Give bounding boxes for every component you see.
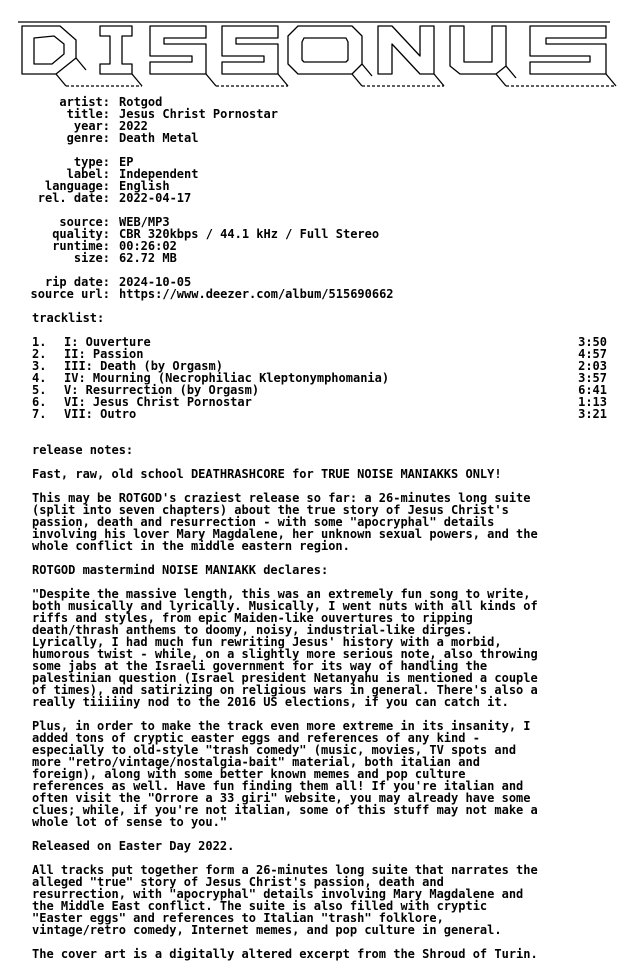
- track-number: 6.: [32, 395, 47, 409]
- notes-line: Released on Easter Day 2022.: [32, 839, 235, 853]
- notes-line: palestinian question (Israel president Netanyahu is mentioned a couple: [32, 671, 538, 685]
- notes-line: Fast, raw, old school DEATHRASHCORE for TRUE NOISE MANIAKKS ONLY!: [32, 467, 502, 481]
- notes-line: riffs and styles, from epic Maiden-like ouvertures to ripping: [32, 611, 473, 625]
- track-title: VI: Jesus Christ Pornostar: [64, 395, 252, 409]
- notes-line: (split into seven chapters) about the true story of Jesus Christ's: [32, 503, 509, 517]
- svg-text:DISSONUS: DISSONUS: [313, 88, 319, 89]
- notes-line: of times), and satirizing on religious wars in general. There's also a: [32, 683, 538, 697]
- release-notes-heading: release notes:: [32, 443, 134, 457]
- track-title: II: Passion: [64, 347, 144, 361]
- notes-line: more "retro/vintage/nostalgia-bait" material, both italian and: [32, 755, 480, 769]
- track-number: 2.: [32, 347, 47, 361]
- notes-line: whole lot of sense to you.": [32, 815, 228, 829]
- meta-key: size:: [73, 251, 110, 265]
- notes-line: All tracks put together form a 26-minutes long suite that narrates the: [32, 863, 538, 877]
- notes-line: alleged "true" story of Jesus Christ's passion, death and: [32, 875, 444, 889]
- notes-line: references as well. Have fun finding them all! If you're italian and: [32, 779, 524, 793]
- meta-key: rip date:: [44, 275, 110, 289]
- notes-line: passion, death and resurrection - with some "apocryphal" details: [32, 515, 495, 529]
- notes-line: the Middle East conflict. The suite is also filled with cryptic: [32, 899, 488, 913]
- notes-line: Plus, in order to make the track even more extreme in its insanity, I: [32, 719, 531, 733]
- notes-line: some jabs at the Israeli government for its way of handling the: [32, 659, 488, 673]
- meta-value: 2024-10-05: [119, 275, 192, 289]
- notes-line: whole conflict in the middle eastern region.: [32, 539, 350, 553]
- meta-key: label:: [66, 167, 110, 181]
- track-duration: 4:57: [578, 347, 607, 361]
- track-number: 7.: [32, 407, 47, 421]
- meta-key: title:: [66, 107, 110, 121]
- meta-value: Death Metal: [119, 131, 199, 145]
- track-title: V: Resurrection (by Orgasm): [64, 383, 260, 397]
- track-title: III: Death (by Orgasm): [64, 359, 223, 373]
- track-duration: 1:13: [578, 395, 607, 409]
- meta-value: WEB/MP3: [119, 215, 170, 229]
- notes-line: death/thrash anthems to doomy, noisy, industrial-like dirges.: [32, 623, 473, 637]
- notes-line: Lyrically, I had much fun rewriting Jesus' history with a morbid,: [32, 635, 502, 649]
- meta-value: EP: [119, 155, 134, 169]
- meta-value: Rotgod: [119, 95, 163, 109]
- track-number: 1.: [32, 335, 47, 349]
- meta-key: genre:: [66, 131, 110, 145]
- meta-value: 2022-04-17: [119, 191, 192, 205]
- track-duration: 3:57: [578, 371, 607, 385]
- notes-line: vintage/retro comedy, Internet memes, and pop culture in general.: [32, 923, 502, 937]
- tracklist-heading: tracklist:: [32, 311, 105, 325]
- meta-value: https://www.deezer.com/album/515690662: [119, 287, 394, 301]
- meta-key: artist:: [59, 95, 110, 109]
- notes-line: clues; while, if you're not italian, some of this stuff may not make a: [32, 803, 538, 817]
- notes-line: really tiiiiiny nod to the 2016 US elections, if you can catch it.: [32, 695, 509, 709]
- track-title: VII: Outro: [64, 407, 137, 421]
- meta-key: source:: [59, 215, 110, 229]
- notes-line: resurrection, with "apocryphal" details involving Mary Magdalene and: [32, 887, 524, 901]
- notes-line: involving his lover Mary Magdalene, her unknown sexual powers, and the: [32, 527, 538, 541]
- track-duration: 2:03: [578, 359, 607, 373]
- meta-key: year:: [73, 119, 110, 133]
- meta-key: rel. date:: [37, 191, 110, 205]
- meta-key: language:: [44, 179, 110, 193]
- ascii-banner-logo: [0, 8, 632, 90]
- track-title: IV: Mourning (Necrophiliac Kleptonymphomania): [64, 371, 390, 385]
- track-number: 5.: [32, 383, 47, 397]
- notes-line: foreign), along with some better known memes and pop culture: [32, 767, 466, 781]
- meta-key: source url:: [30, 287, 110, 301]
- meta-value: Jesus Christ Pornostar: [119, 107, 278, 121]
- track-title: I: Ouverture: [64, 335, 151, 349]
- meta-key: runtime:: [52, 239, 110, 253]
- meta-value: English: [119, 179, 170, 193]
- track-number: 3.: [32, 359, 47, 373]
- notes-line: added tons of cryptic easter eggs and references of any kind -: [32, 731, 480, 745]
- notes-line: "Despite the massive length, this was an extremely fun song to write,: [32, 587, 531, 601]
- meta-value: 2022: [119, 119, 148, 133]
- notes-line: ROTGOD mastermind NOISE MANIAKK declares:: [32, 563, 329, 577]
- meta-value: 00:26:02: [119, 239, 177, 253]
- notes-line: This may be ROTGOD's craziest release so far: a 26-minutes long suite: [32, 491, 531, 505]
- track-number: 4.: [32, 371, 47, 385]
- track-duration: 6:41: [578, 383, 607, 397]
- meta-value: CBR 320kbps / 44.1 kHz / Full Stereo: [119, 227, 380, 241]
- notes-line: often visit the "Orrore a 33 giri" website, you may already have some: [32, 791, 531, 805]
- meta-value: Independent: [119, 167, 199, 181]
- notes-line: especially to old-style "trash comedy" (music, movies, TV spots and: [32, 743, 517, 757]
- notes-line: both musically and lyrically. Musically, I went nuts with all kinds of: [32, 599, 538, 613]
- track-duration: 3:50: [578, 335, 607, 349]
- meta-key: quality:: [52, 227, 110, 241]
- notes-line: humorous twist - while, on a slightly more serious note, also throwing: [32, 647, 538, 661]
- meta-value: 62.72 MB: [119, 251, 177, 265]
- notes-line: The cover art is a digitally altered excerpt from the Shroud of Turin.: [32, 947, 538, 961]
- meta-key: type:: [73, 155, 110, 169]
- track-duration: 3:21: [578, 407, 607, 421]
- notes-line: "Easter eggs" and references to Italian "trash" folklore,: [32, 911, 444, 925]
